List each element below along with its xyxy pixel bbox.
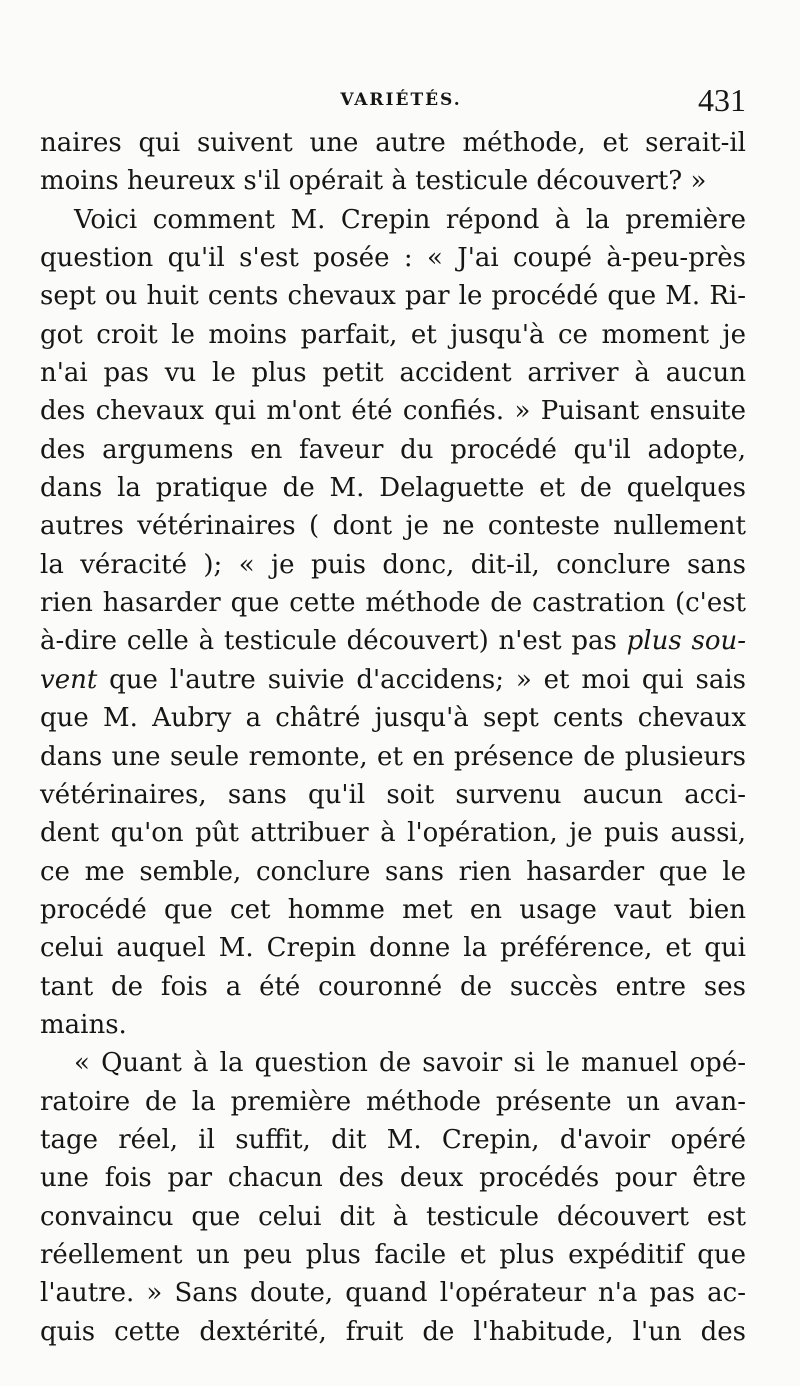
text-line: moins heureux s'il opérait à testicule découvert? »: [40, 166, 707, 197]
text-line: dans la pratique de M. Delaguette et de quelques: [40, 473, 746, 504]
page-number: 431: [698, 82, 746, 118]
text-line: ce me semble, conclure sans rien hasarder que le: [40, 856, 746, 887]
text-line: la véracité ); « je puis donc, dit-il, conclure sans: [40, 549, 746, 580]
text-line: « Quant à la question de savoir si le manuel opé-: [74, 1048, 746, 1079]
text-line: tant de fois a été couronné de succès entre ses: [40, 971, 746, 1002]
text-line-part: à-dire celle à testicule découvert) n'est pas: [40, 626, 617, 657]
text-line: une fois par chacun des deux procédés pour être: [40, 1163, 746, 1194]
text-line: vétérinaires, sans qu'il soit survenu aucun acci-: [40, 779, 746, 810]
text-line: got croit le moins parfait, et jusqu'à ce moment je: [40, 319, 746, 350]
text-line: dans une seule remonte, et en présence de plusieurs: [40, 741, 746, 772]
text-line-mixed: [40, 622, 746, 660]
text-line: tage réel, il suffit, dit M. Crepin, d'avoir opéré: [40, 1124, 746, 1155]
text-line: rien hasarder que cette méthode de castration (c'est: [40, 588, 746, 619]
text-line: sept ou huit cents chevaux par le procédé que M. Ri-: [40, 281, 746, 312]
text-line: ratoire de la première méthode présente un avan-: [40, 1086, 746, 1117]
text-line: des chevaux qui m'ont été confiés. » Puisant ensuite: [40, 396, 746, 427]
text-line: naires qui suivent une autre méthode, et serait-il: [40, 128, 746, 158]
text-line: mains.: [40, 1009, 127, 1040]
running-title: VARIÉTÉS.: [340, 90, 462, 110]
italic-phrase: vent: [40, 664, 98, 695]
text-line: des argumens en faveur du procédé qu'il adopte,: [40, 434, 746, 465]
text-line: n'ai pas vu le plus petit accident arriver à aucun: [40, 358, 746, 389]
text-line: quis cette dextérité, fruit de l'habitude, l'un des: [40, 1316, 746, 1347]
italic-phrase: plus sou-: [626, 626, 746, 657]
text-line: dent qu'on pût attribuer à l'opération, je puis aussi,: [40, 818, 746, 849]
text-line: question qu'il s'est posée : « J'ai coupé à-peu-près: [40, 243, 746, 274]
text-line-mixed: [40, 661, 746, 699]
text-line: convaincu que celui dit à testicule découvert est: [40, 1201, 746, 1232]
text-line: procédé que cet homme met en usage vaut bien: [40, 894, 746, 925]
text-line: l'autre. » Sans doute, quand l'opérateur n'a pas ac-: [40, 1278, 746, 1309]
text-line: que M. Aubry a châtré jusqu'à sept cents chevaux: [40, 703, 746, 734]
text-line: réellement un peu plus facile et plus expéditif que: [40, 1239, 746, 1270]
text-line: Voici comment M. Crepin répond à la première: [74, 204, 746, 235]
text-line-part: que l'autre suivie d'accidens; » et moi qui sais: [109, 664, 746, 695]
text-line: autres vétérinaires ( dont je ne conteste nullement: [40, 511, 746, 542]
running-head: [40, 84, 746, 120]
body-text: [40, 124, 746, 1351]
text-line: celui auquel M. Crepin donne la préférence, et qui: [40, 933, 746, 964]
